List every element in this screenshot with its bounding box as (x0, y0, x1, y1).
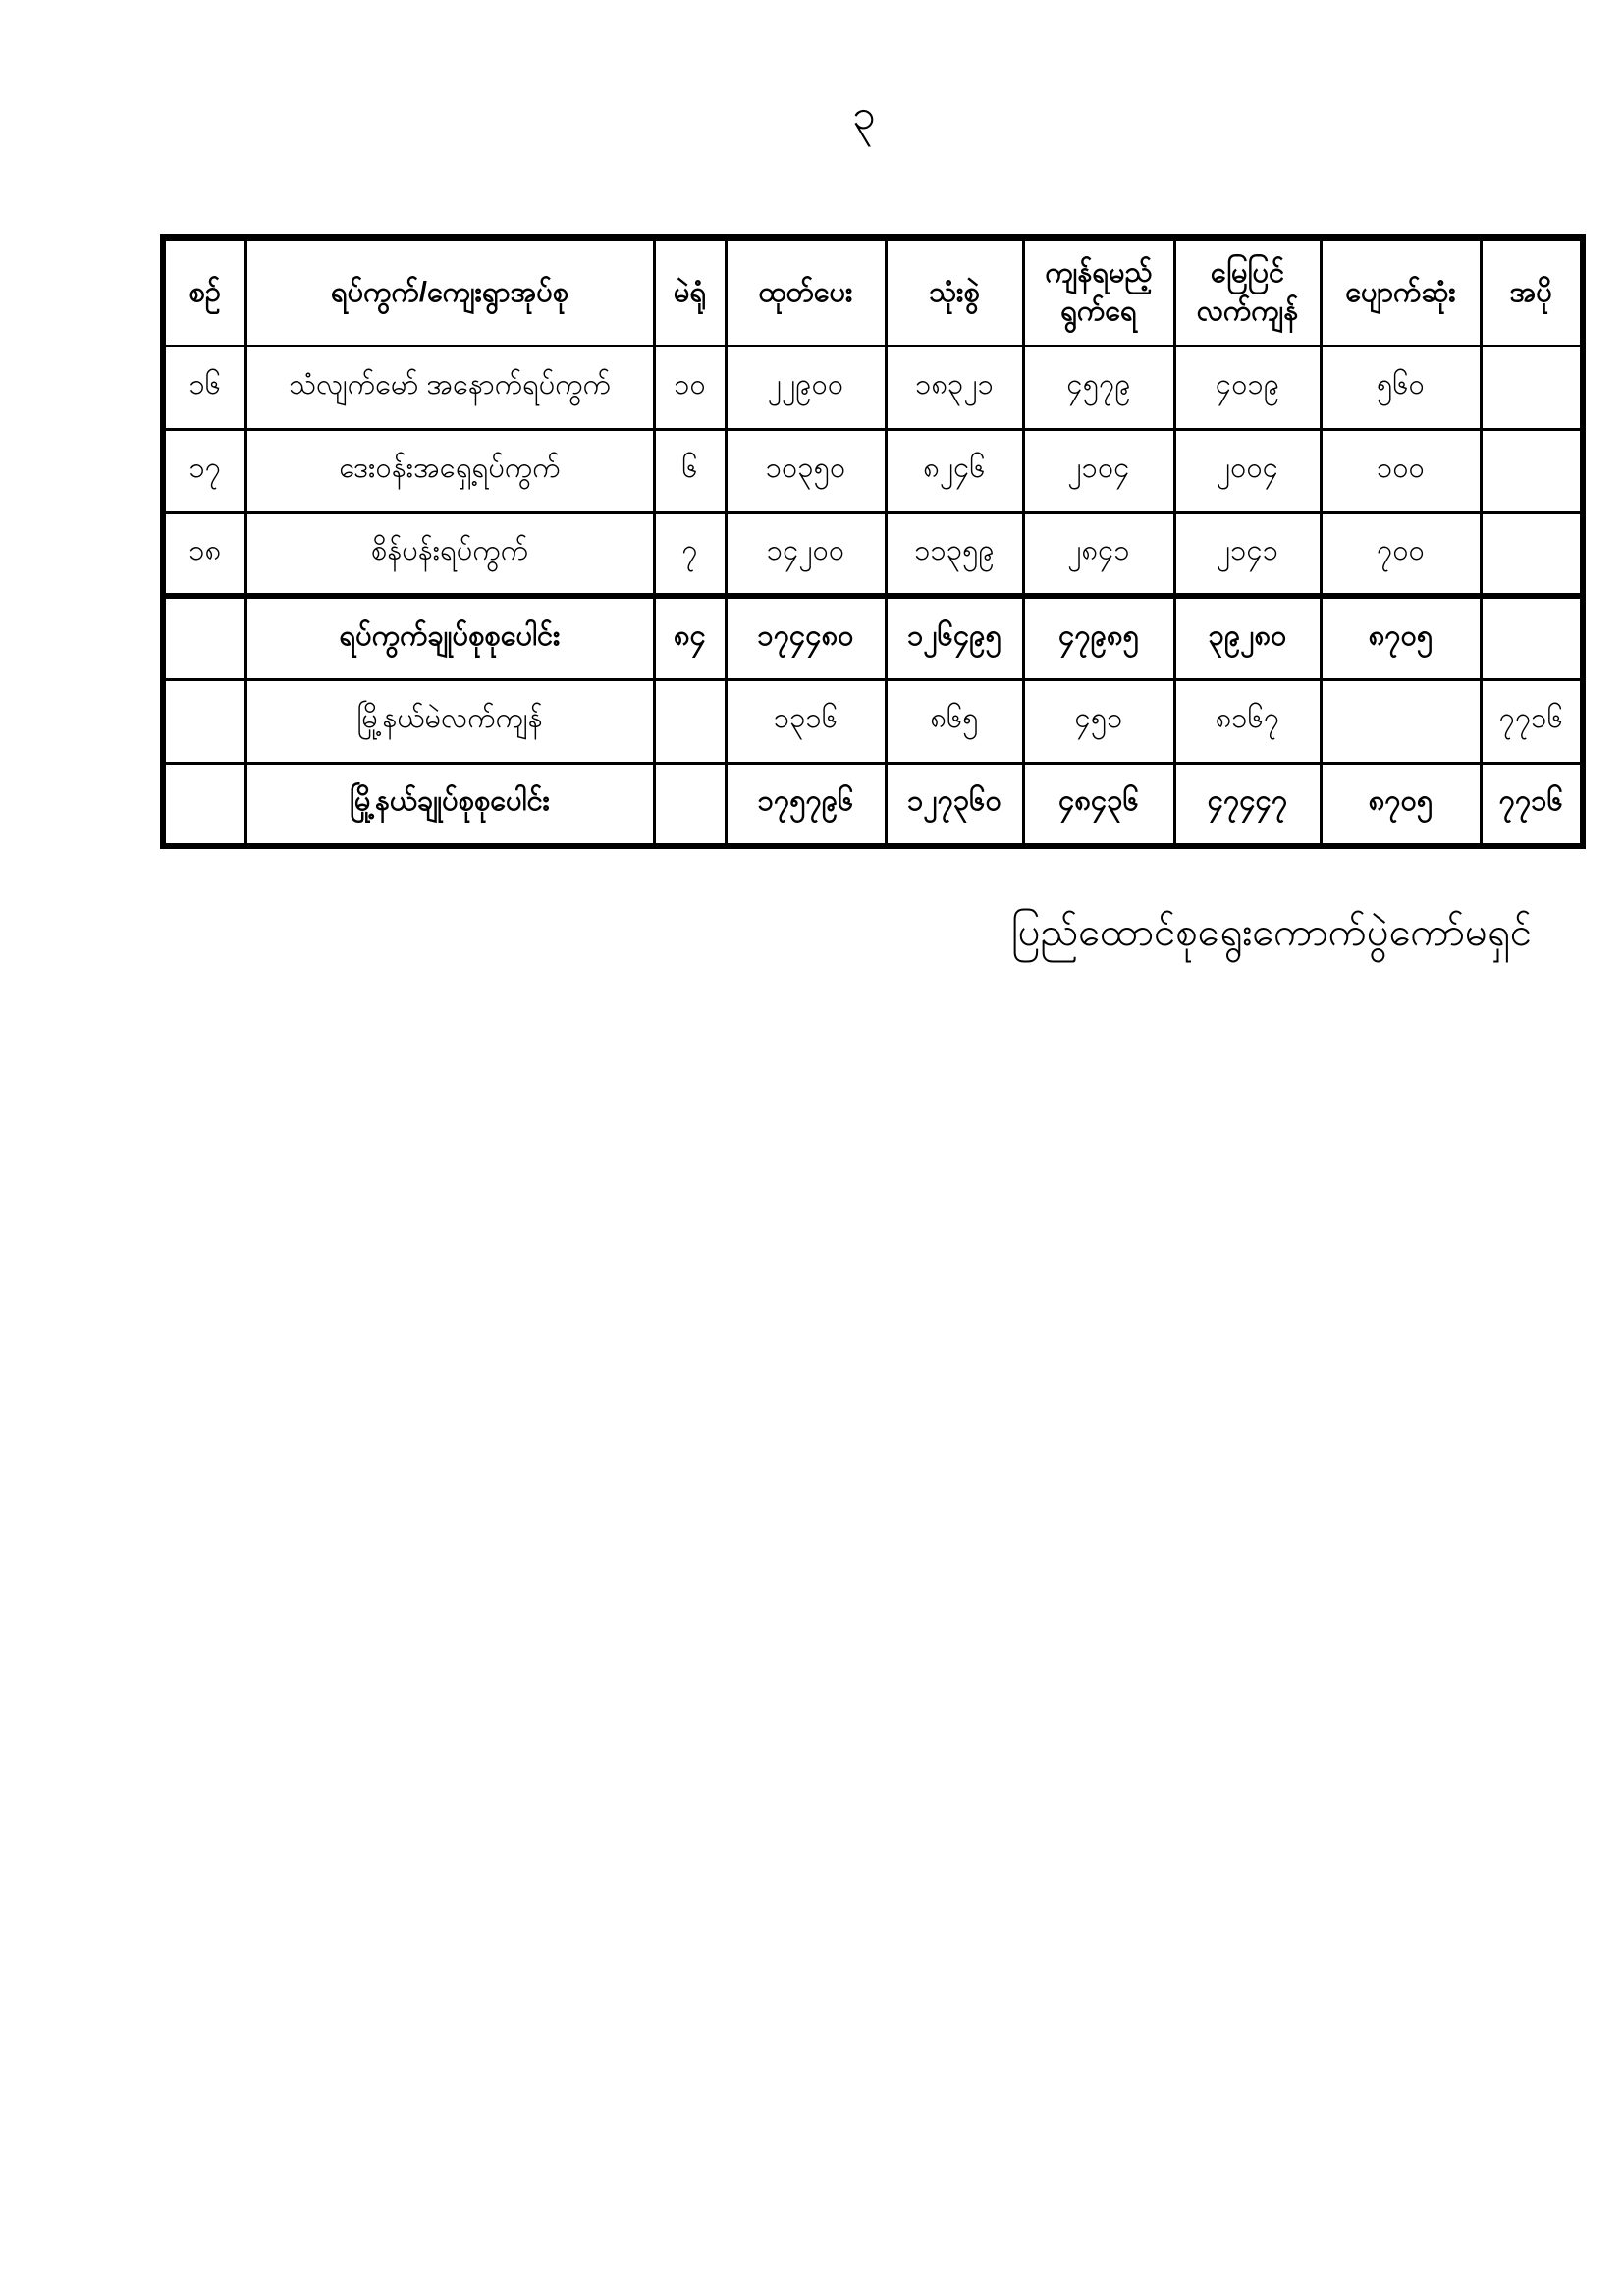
table-cell: ၇၀၀ (1321, 512, 1481, 596)
page-number: ၃ (852, 91, 876, 137)
column-header-used: သုံးစွဲ (886, 238, 1023, 346)
table-cell (163, 763, 245, 846)
table-cell (1481, 596, 1583, 679)
table-cell: ၄၅၇၉ (1023, 346, 1174, 429)
table-cell (1481, 429, 1583, 512)
table-cell: ၁၈ (163, 512, 245, 596)
table-cell: ၁၀၀ (1321, 429, 1481, 512)
table-cell: ၁၈၃၂၁ (886, 346, 1023, 429)
table-cell: ဒေးဝန်းအရှေ့ရပ်ကွက် (245, 429, 654, 512)
table-cell: စိန်ပန်းရပ်ကွက် (245, 512, 654, 596)
table-cell: ၇ (654, 512, 726, 596)
table-cell: မြို့နယ်မဲလက်ကျန် (245, 679, 654, 763)
table-cell: ၈၂၄၆ (886, 429, 1023, 512)
table-row-18 (163, 512, 1583, 596)
table-row-township-balance (163, 679, 1583, 763)
table-cell: ၄၈၄၃၆ (1023, 763, 1174, 846)
table-cell (1321, 679, 1481, 763)
table-cell: ၈၁၆၇ (1174, 679, 1321, 763)
table-cell (1481, 512, 1583, 596)
table-cell: ၁၂၆၄၉၅ (886, 596, 1023, 679)
table-row-16 (163, 346, 1583, 429)
signature-line: ပြည်ထောင်စုရွေးကောက်ပွဲကော်မရှင် (1011, 911, 1532, 954)
table-cell: ၇၇၁၆ (1481, 679, 1583, 763)
column-header-polling-station: မဲရုံ (654, 238, 726, 346)
table-cell (654, 763, 726, 846)
column-header-serial: စဉ် (163, 238, 245, 346)
table-cell: ၄၇၉၈၅ (1023, 596, 1174, 679)
table-cell: ၁၄၂၀၀ (726, 512, 886, 596)
table-cell: ၂၂၉၀၀ (726, 346, 886, 429)
table-cell: ၅၆၀ (1321, 346, 1481, 429)
table-cell: ၁၇၅၇၉၆ (726, 763, 886, 846)
table-cell: ၁၇ (163, 429, 245, 512)
table-cell: ၈၇၀၅ (1321, 763, 1481, 846)
table-cell: ရပ်ကွက်ချုပ်စုစုပေါင်း (245, 596, 654, 679)
table-cell: ၄၀၁၉ (1174, 346, 1321, 429)
table-cell: ၁၂၇၃၆၀ (886, 763, 1023, 846)
table-cell: ၁၃၁၆ (726, 679, 886, 763)
table-cell: သံလျက်မော် အနောက်ရပ်ကွက် (245, 346, 654, 429)
table-cell: ၁၆ (163, 346, 245, 429)
table-cell: ၆ (654, 429, 726, 512)
column-header-remaining-sheets: ကျန်ရမည့် ရွက်ရေ (1023, 238, 1174, 346)
table-cell: ၂၀၀၄ (1174, 429, 1321, 512)
table-cell: ၂၈၄၁ (1023, 512, 1174, 596)
ballot-summary-table (160, 234, 1586, 849)
table-cell (654, 679, 726, 763)
table-cell: ၁၀၃၅၀ (726, 429, 886, 512)
table-cell: ၈၇၀၅ (1321, 596, 1481, 679)
table-cell (163, 596, 245, 679)
table-cell: ၁၀ (654, 346, 726, 429)
table-cell: ၈၄ (654, 596, 726, 679)
column-header-ward: ရပ်ကွက်/ကျေးရွာအုပ်စု (245, 238, 654, 346)
table-cell: ၁၁၃၅၉ (886, 512, 1023, 596)
table-cell: ၇၇၁၆ (1481, 763, 1583, 846)
column-header-issued: ထုတ်ပေး (726, 238, 886, 346)
table-cell: မြို့နယ်ချုပ်စုစုပေါင်း (245, 763, 654, 846)
table-cell: ၂၁၀၄ (1023, 429, 1174, 512)
column-header-ground-balance: မြေပြင် လက်ကျန် (1174, 238, 1321, 346)
table-cell (163, 679, 245, 763)
table-cell (1481, 346, 1583, 429)
table-row-17 (163, 429, 1583, 512)
table-cell: ၁၇၄၄၈၀ (726, 596, 886, 679)
table-cell: ၂၁၄၁ (1174, 512, 1321, 596)
table-cell: ၃၉၂၈၀ (1174, 596, 1321, 679)
header-row (163, 238, 1583, 346)
table-cell: ၄၇၄၄၇ (1174, 763, 1321, 846)
column-header-lost: ပျောက်ဆုံး (1321, 238, 1481, 346)
table-cell: ၄၅၁ (1023, 679, 1174, 763)
table-row-ward-total (163, 596, 1583, 679)
table-cell: ၈၆၅ (886, 679, 1023, 763)
table-row-township-total (163, 763, 1583, 846)
column-header-extra: အပို (1481, 238, 1583, 346)
